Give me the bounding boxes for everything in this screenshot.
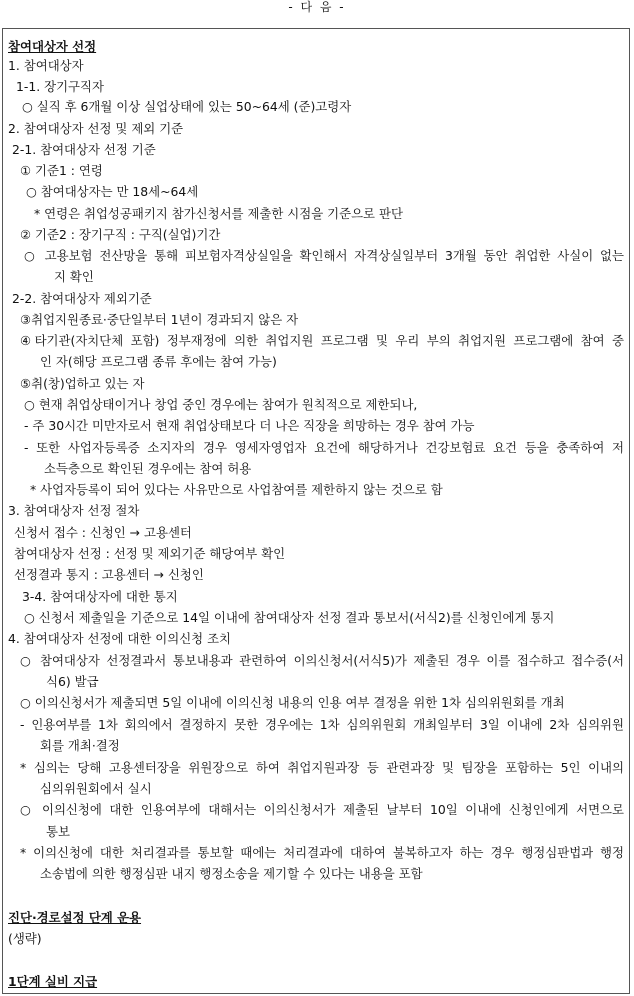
document-header: - 다 음 - [288, 0, 346, 14]
text-line: ○ 현재 취업상태이거나 창업 중인 경우에는 참여가 원칙적으로 제한되나, [24, 397, 418, 412]
heading-1: 1. 참여대상자 [8, 58, 84, 73]
note-line: * 연령은 취업성공패키지 참가신청서를 제출한 시점을 기준으로 판단 [34, 206, 403, 221]
text-line: - 또한 사업자등록증 소지자의 경우 영세자영업자 요건에 해당하거나 건강보험료 요건 등을 충족하여 저 [24, 440, 624, 455]
text-line: 지 확인 [54, 269, 94, 284]
note-line: * 이의신청에 대한 처리결과를 통보할 때에는 처리결과에 대하여 불복하고자 하는 경우 행정심판법과 행정 [20, 845, 624, 860]
note-line: * 사업자등록이 되어 있다는 사유만으로 사업참여를 제한하지 않는 것으로 함 [30, 482, 443, 497]
text-line: ○ 실직 후 6개월 이상 실업상태에 있는 50~64세 (준)고령자 [22, 99, 352, 114]
text-line: 인 자(해당 프로그램 종류 후에는 참여 가능) [40, 354, 277, 369]
text-line: 소득층으로 확인된 경우에는 참여 허용 [44, 461, 252, 476]
heading-1-1: 1-1. 장기구직자 [16, 79, 104, 94]
heading-2-2: 2-2. 참여대상자 제외기준 [12, 291, 152, 306]
section-title-diagnosis: 진단·경로설정 단계 운용 [8, 910, 142, 925]
text-line: - 주 30시간 미만자로서 현재 취업상태보다 더 나은 직장을 희망하는 경우 참여 가능 [24, 418, 475, 433]
procedure-step: 선정결과 통지 : 고용센터 → 신청인 [14, 567, 204, 582]
omitted-note: (생략) [8, 931, 42, 946]
heading-2: 2. 참여대상자 선정 및 제외 기준 [8, 121, 184, 136]
text-line: 식6) 발급 [46, 674, 99, 689]
exclusion-4: ④타기관(자치단체 포함) 정부재정에 의한 취업지원 프로그램 및 우리 부의 취업지원 프로그램에 참여 중 [20, 333, 624, 348]
heading-2-1: 2-1. 참여대상자 선정 기준 [12, 142, 156, 157]
heading-4: 4. 참여대상자 선정에 대한 이의신청 조치 [8, 631, 232, 646]
section-title-participant-selection: 참여대상자 선정 [8, 39, 97, 54]
text-line: - 인용여부를 1차 회의에서 결정하지 못한 경우에는 1차 심의위원회 개최일부터 3일 이내에 2차 심의위원 [20, 717, 624, 732]
criterion-2: ② 기준2 : 장기구직 : 구직(실업)기간 [20, 227, 221, 242]
text-line: 통보 [46, 824, 70, 839]
text-line: 심의위원회에서 실시 [40, 781, 152, 796]
criterion-1: ① 기준1 : 연령 [20, 163, 103, 178]
text-line: ○ 참여대상자는 만 18세~64세 [26, 184, 199, 199]
text-line: ○ 참여대상자 선정결과서 통보내용과 관련하여 이의신청서(서식5)가 제출된 경우 이를 접수하고 접수증(서 [20, 653, 624, 668]
text-line: ○ 신청서 제출일을 기준으로 14일 이내에 참여대상자 선정 결과 통보서(서식2)를 신청인에게 통지 [24, 610, 555, 625]
text-line: ○ 고용보험 전산망을 통해 피보험자격상실일을 확인해서 자격상실일부터 3개월 동안 취업한 사실이 없는 [24, 248, 624, 263]
exclusion-5: ⑤취(창)업하고 있는 자 [20, 376, 145, 391]
procedure-step: 참여대상자 선정 : 선정 및 제외기준 해당여부 확인 [14, 546, 286, 561]
note-line: * 심의는 당해 고용센터장을 위원장으로 하여 취업지원과장 등 관련과장 및 팀장을 포함하는 5인 이내의 [20, 760, 624, 775]
text-line: 소송법에 의한 행정심판 내지 행정소송을 제기할 수 있다는 내용을 포함 [40, 866, 423, 881]
section-title-stage1: 1단계 실비 지급 [8, 974, 98, 989]
exclusion-3: ③취업지원종료·중단일부터 1년이 경과되지 않은 자 [20, 312, 299, 327]
heading-3: 3. 참여대상자 선정 절차 [8, 503, 140, 518]
text-line: ○ 이의신청에 대한 인용여부에 대해서는 이의신청서가 제출된 날부터 10일 이내에 신청인에게 서면으로 [20, 802, 624, 817]
text-line: ○ 이의신청서가 제출되면 5일 이내에 이의신청 내용의 인용 여부 결정을 위한 1차 심의위원회를 개최 [20, 695, 565, 710]
text-line: 회를 개최·결정 [40, 738, 120, 753]
procedure-step: 신청서 접수 : 신청인 → 고용센터 [14, 525, 192, 540]
heading-3-4: 3-4. 참여대상자에 대한 통지 [22, 589, 178, 604]
